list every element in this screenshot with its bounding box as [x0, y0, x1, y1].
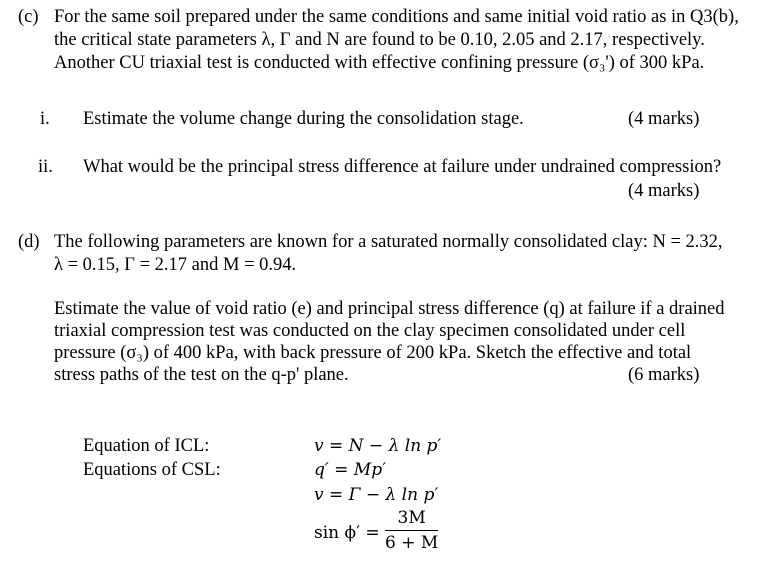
- csl-equation-2: v = Γ − λ ln p′: [314, 485, 439, 505]
- csl-label: Equations of CSL:: [83, 460, 221, 480]
- part-d-line-1: The following parameters are known for a saturated normally consolidated clay: N = 2.32,: [54, 232, 723, 252]
- part-d-paragraph-line-2: triaxial compression test was conducted on the clay specimen consolidated under cell: [54, 321, 686, 341]
- part-c-line-3: Another CU triaxial test is conducted with effective confining pressure (σ₃') of 300 kPa.: [54, 53, 705, 73]
- part-d-line-2: λ = 0.15, Γ = 2.17 and M = 0.94.: [54, 255, 297, 275]
- part-d-paragraph-line-3: pressure (σ₃) of 400 kPa, with back pressure of 200 kPa. Sketch the effective and total: [54, 343, 692, 363]
- part-d-marks: (6 marks): [628, 365, 700, 385]
- sub-ii-marks: (4 marks): [628, 181, 700, 201]
- sub-ii-number: ii.: [38, 157, 53, 177]
- part-d-paragraph-line-4: stress paths of the test on the q-p' plane.: [54, 365, 349, 385]
- part-c-label: (c): [18, 7, 39, 27]
- csl-equation-1: q′ = Mp′: [314, 460, 386, 480]
- part-c-line-1: For the same soil prepared under the same conditions and same initial void ratio as in Q3(b),: [54, 7, 739, 27]
- friction-angle-lhs: sin ϕ′ =: [314, 523, 380, 543]
- part-d-paragraph-line-1: Estimate the value of void ratio (e) and principal stress difference (q) at failure if a drained: [54, 299, 725, 319]
- fraction-denominator: 6 + M: [385, 533, 439, 553]
- fraction-numerator: 3M: [385, 508, 438, 531]
- icl-label: Equation of ICL:: [83, 436, 210, 456]
- friction-angle-fraction: [385, 508, 438, 553]
- part-c-line-2: the critical state parameters λ, Γ and N are found to be 0.10, 2.05 and 2.17, respectively.: [54, 30, 705, 50]
- sub-i-number: i.: [40, 109, 50, 129]
- sub-i-marks: (4 marks): [628, 109, 700, 129]
- sub-i-question: Estimate the volume change during the consolidation stage.: [83, 109, 524, 129]
- part-d-label: (d): [18, 232, 40, 252]
- icl-equation: v = N − λ ln p′: [314, 436, 442, 456]
- sub-ii-question: What would be the principal stress difference at failure under undrained compression?: [83, 157, 722, 177]
